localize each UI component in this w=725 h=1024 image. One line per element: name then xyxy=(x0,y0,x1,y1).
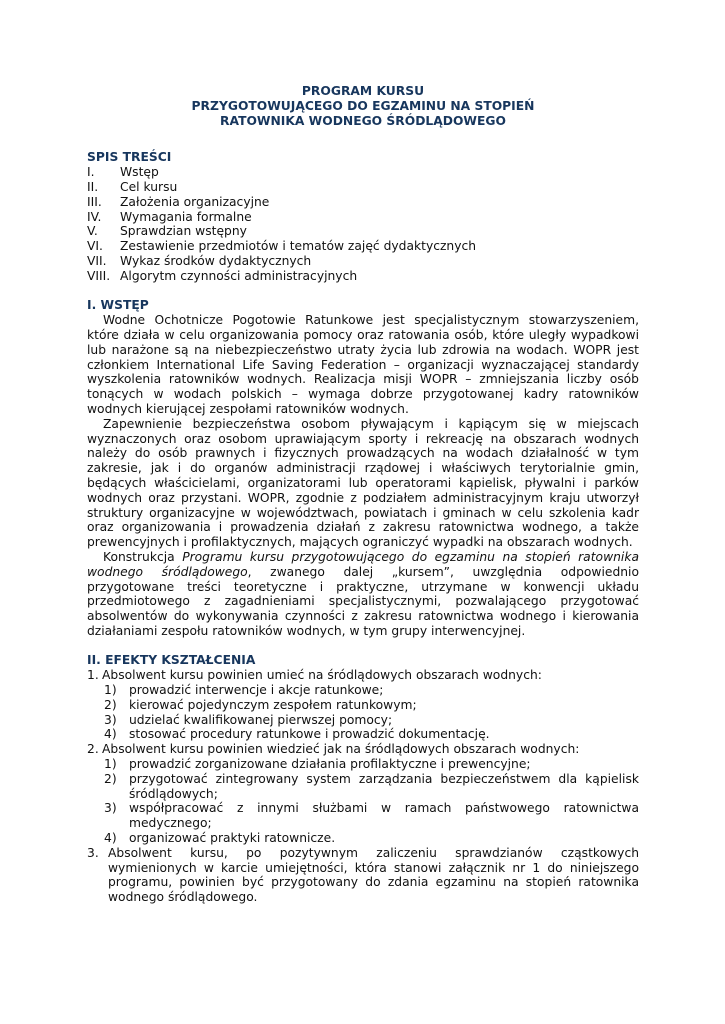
point-text: Absolwent kursu powinien wiedzieć jak na śródlądowych obszarach wodnych: xyxy=(102,742,580,757)
paragraph xyxy=(87,550,639,639)
subitem-number: 1) xyxy=(104,683,117,698)
toc-item-label: Zestawienie przedmiotów i tematów zajęć dydaktycznych xyxy=(120,239,477,254)
toc-item xyxy=(87,180,639,195)
subitem-text: organizować praktyki ratownicze. xyxy=(129,831,336,846)
toc-item-number: VI. xyxy=(87,239,103,254)
toc-item-label: Wymagania formalne xyxy=(120,209,252,224)
subitem-text: przygotować zintegrowany system zarządzania bezpieczeństwem dla kąpielisk śródlądowych; xyxy=(129,771,639,801)
section-heading-outcomes: II. EFEKTY KSZTAŁCENIA xyxy=(87,653,256,668)
paragraph-text: , zwanego dalej „kursem”, uwzględnia odpowiednio przygotowane treści teoretyczne i praktyczne, utrzymane w konwencji układu przedmiotowego z zagadnieniami specjalistycznymi, pozwalającego przygotować absolwentów do wykonywania czynności z zakresu ratownictwa wodnego i kierowania działaniami zespołu ratowników wodnych, w tym grupy interwencyjnej. xyxy=(87,564,639,638)
subitem-text: stosować procedury ratunkowe i prowadzić dokumentację. xyxy=(129,727,490,742)
outcome-point xyxy=(87,742,639,757)
toc-item-number: II. xyxy=(87,179,99,194)
point-number: 3. xyxy=(87,845,99,860)
toc-item-number: III. xyxy=(87,194,102,209)
subitem-text: kierować pojedynczym zespołem ratunkowym; xyxy=(129,697,417,712)
toc-item-number: I. xyxy=(87,165,95,180)
toc-item xyxy=(87,165,639,180)
document-title-line-2: PRZYGOTOWUJĄCEGO DO EGZAMINU NA STOPIEŃ xyxy=(191,98,535,113)
paragraph-text: Konstrukcja xyxy=(103,549,183,564)
program-title-italic: Programu kursu przygotowującego do egzaminu na stopień ratownika wodnego śródlądowego xyxy=(87,549,639,579)
toc-item xyxy=(87,224,639,239)
subitem-number: 3) xyxy=(104,712,117,727)
subitem-text: prowadzić zorganizowane działania profilaktyczne i prewencyjne; xyxy=(129,757,531,772)
toc-item-label: Algorytm czynności administracyjnych xyxy=(120,268,358,283)
outcome-subitem xyxy=(87,801,639,831)
subitem-number: 2) xyxy=(104,697,117,712)
point-text: Absolwent kursu powinien umieć na śródlądowych obszarach wodnych: xyxy=(102,668,542,683)
toc-heading: SPIS TREŚCI xyxy=(87,150,172,165)
toc-item-label: Sprawdzian wstępny xyxy=(120,224,247,239)
toc-item-label: Wykaz środków dydaktycznych xyxy=(120,253,312,268)
toc-item xyxy=(87,210,639,225)
outcome-subitem xyxy=(87,772,639,802)
document-title-line-1: PROGRAM KURSU xyxy=(301,84,425,98)
table-of-contents xyxy=(87,165,639,283)
outcome-point xyxy=(87,846,639,905)
subitem-number: 4) xyxy=(104,831,117,846)
subitem-number: 3) xyxy=(104,801,117,816)
document-page xyxy=(87,84,639,905)
toc-item-label: Założenia organizacyjne xyxy=(120,194,270,209)
outcome-subitem xyxy=(87,713,639,728)
toc-item xyxy=(87,269,639,284)
outcome-point xyxy=(87,668,639,683)
toc-item-number: VII. xyxy=(87,253,107,268)
subitem-number: 2) xyxy=(104,771,117,786)
outcome-subitem xyxy=(87,831,639,846)
toc-item-label: Cel kursu xyxy=(120,179,178,194)
subitem-number: 1) xyxy=(104,757,117,772)
section-heading-intro: I. WSTĘP xyxy=(87,298,149,313)
outcome-subitem xyxy=(87,683,639,698)
subitem-text: prowadzić interwencje i akcje ratunkowe; xyxy=(129,683,384,698)
paragraph: Zapewnienie bezpieczeństwa osobom pływającym i kąpiącym się w miejscach wyznaczonych oraz osobom uprawiającym sporty i rekreację na obszarach wodnych należy do osób prawnych i fizycznych prowadzących na wodach działalność w tym zakresie, jak i do organów administracji rządowej i właściwych terytorialnie gmin, będących właścicielami, organizatorami lub operatorami kąpielisk, pływalni i parków wodnych oraz przystani. WOPR, zgodnie z podziałem administracyjnym kraju utworzył struktury organizacyjne w województwach, powiatach i gminach w celu szkolenia kadr oraz organizowania i prowadzenia działań z zakresu ratownictwa wodnego, a także prewencyjnych i profilaktycznych, mających ograniczyć wypadki na obszarach wodnych. xyxy=(87,416,639,550)
subitem-number: 4) xyxy=(104,727,117,742)
paragraph: Wodne Ochotnicze Pogotowie Ratunkowe jest specjalistycznym stowarzyszeniem, które działa w celu organizowania pomocy oraz ratowania osób, które uległy wypadkowi lub narażone są na niebezpieczeństwo utraty życia lub zdrowia na wodach. WOPR jest członkiem International Life Saving Federation – organizacji wyznaczającej standardy wyszkolenia ratowników wodnych. Realizacja misji WOPR – zmniejszania liczby osób tonących w wodach polskich – wymaga dobrze przygotowanej kadry ratowników wodnych kierującej zespołami ratowników wodnych. xyxy=(87,313,639,416)
outcome-subitem xyxy=(87,698,639,713)
toc-item xyxy=(87,254,639,269)
outcome-subitem xyxy=(87,727,639,742)
point-number: 1. xyxy=(87,668,99,683)
document-title-line-3: RATOWNIKA WODNEGO ŚRÓDLĄDOWEGO xyxy=(220,113,506,128)
toc-item xyxy=(87,195,639,210)
toc-item xyxy=(87,239,639,254)
toc-item-number: VIII. xyxy=(87,268,111,283)
point-number: 2. xyxy=(87,742,99,757)
outcome-subitem xyxy=(87,757,639,772)
toc-item-number: IV. xyxy=(87,209,102,224)
subitem-text: udzielać kwalifikowanej pierwszej pomocy; xyxy=(129,712,393,727)
toc-item-label: Wstęp xyxy=(120,165,159,180)
subitem-text: współpracować z innymi służbami w ramach państwowego ratownictwa medycznego; xyxy=(129,801,639,831)
toc-item-number: V. xyxy=(87,224,98,239)
point-text: Absolwent kursu, po pozytywnym zaliczeniu sprawdzianów cząstkowych wymienionych w karcie umiejętności, która stanowi załącznik nr 1 do niniejszego programu, powinien być przygotowany do zdania egzaminu na stopień ratownika wodnego śródlądowego. xyxy=(108,845,639,905)
